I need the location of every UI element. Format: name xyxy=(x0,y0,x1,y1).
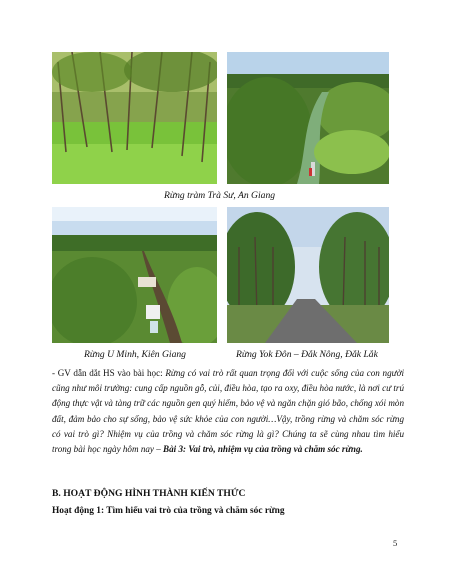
photo-u-minh xyxy=(52,207,217,343)
caption-u-minh: Rừng U Minh, Kiên Giang xyxy=(84,349,186,360)
activity-heading: Hoạt động 1: Tìm hiểu vai trò của trồng và chăm sóc rừng xyxy=(52,506,285,516)
lesson-title: Bài 3: Vai trò, nhiệm vụ của trồng và chăm sóc rừng. xyxy=(160,444,363,455)
caption-yok-don: Rừng Yok Đôn – Đắk Nông, Đắk Lắk xyxy=(236,349,378,360)
intro-paragraph xyxy=(52,366,404,457)
photo-yok-don xyxy=(227,207,389,343)
intro-italic: Rừng có vai trò rất quan trọng đối với cuộc sống của con người cũng như môi trường: cung cấp nguồn gỗ, củi, điều hòa, tạo ra oxy, điều hòa nước, là nơi cư trú động thực vật và tàng trữ các nguồn gen quý hiếm, bảo vệ và ngăn chặn gió bão, chống xói mòn đất, đảm bảo cho sự sống, bảo vệ sức khỏe của con người…Vậy, trồng rừng và chăm sóc rừng có vai trò gì? Nhiệm vụ của trồng và chăm sóc rừng là gì? Chúng ta sẽ cùng nhau tìm hiểu trong bài học ngày hôm nay – xyxy=(52,368,404,455)
intro-label: - GV dẫn dắt HS vào bài học: xyxy=(52,368,166,378)
photo-tra-su-canal xyxy=(227,52,389,184)
caption-tra-su: Rừng tràm Trà Sư, An Giang xyxy=(164,190,276,201)
photo-tra-su-duckweed xyxy=(52,52,217,184)
page-number: 5 xyxy=(393,538,398,548)
section-heading: B. HOẠT ĐỘNG HÌNH THÀNH KIẾN THỨC xyxy=(52,488,246,499)
